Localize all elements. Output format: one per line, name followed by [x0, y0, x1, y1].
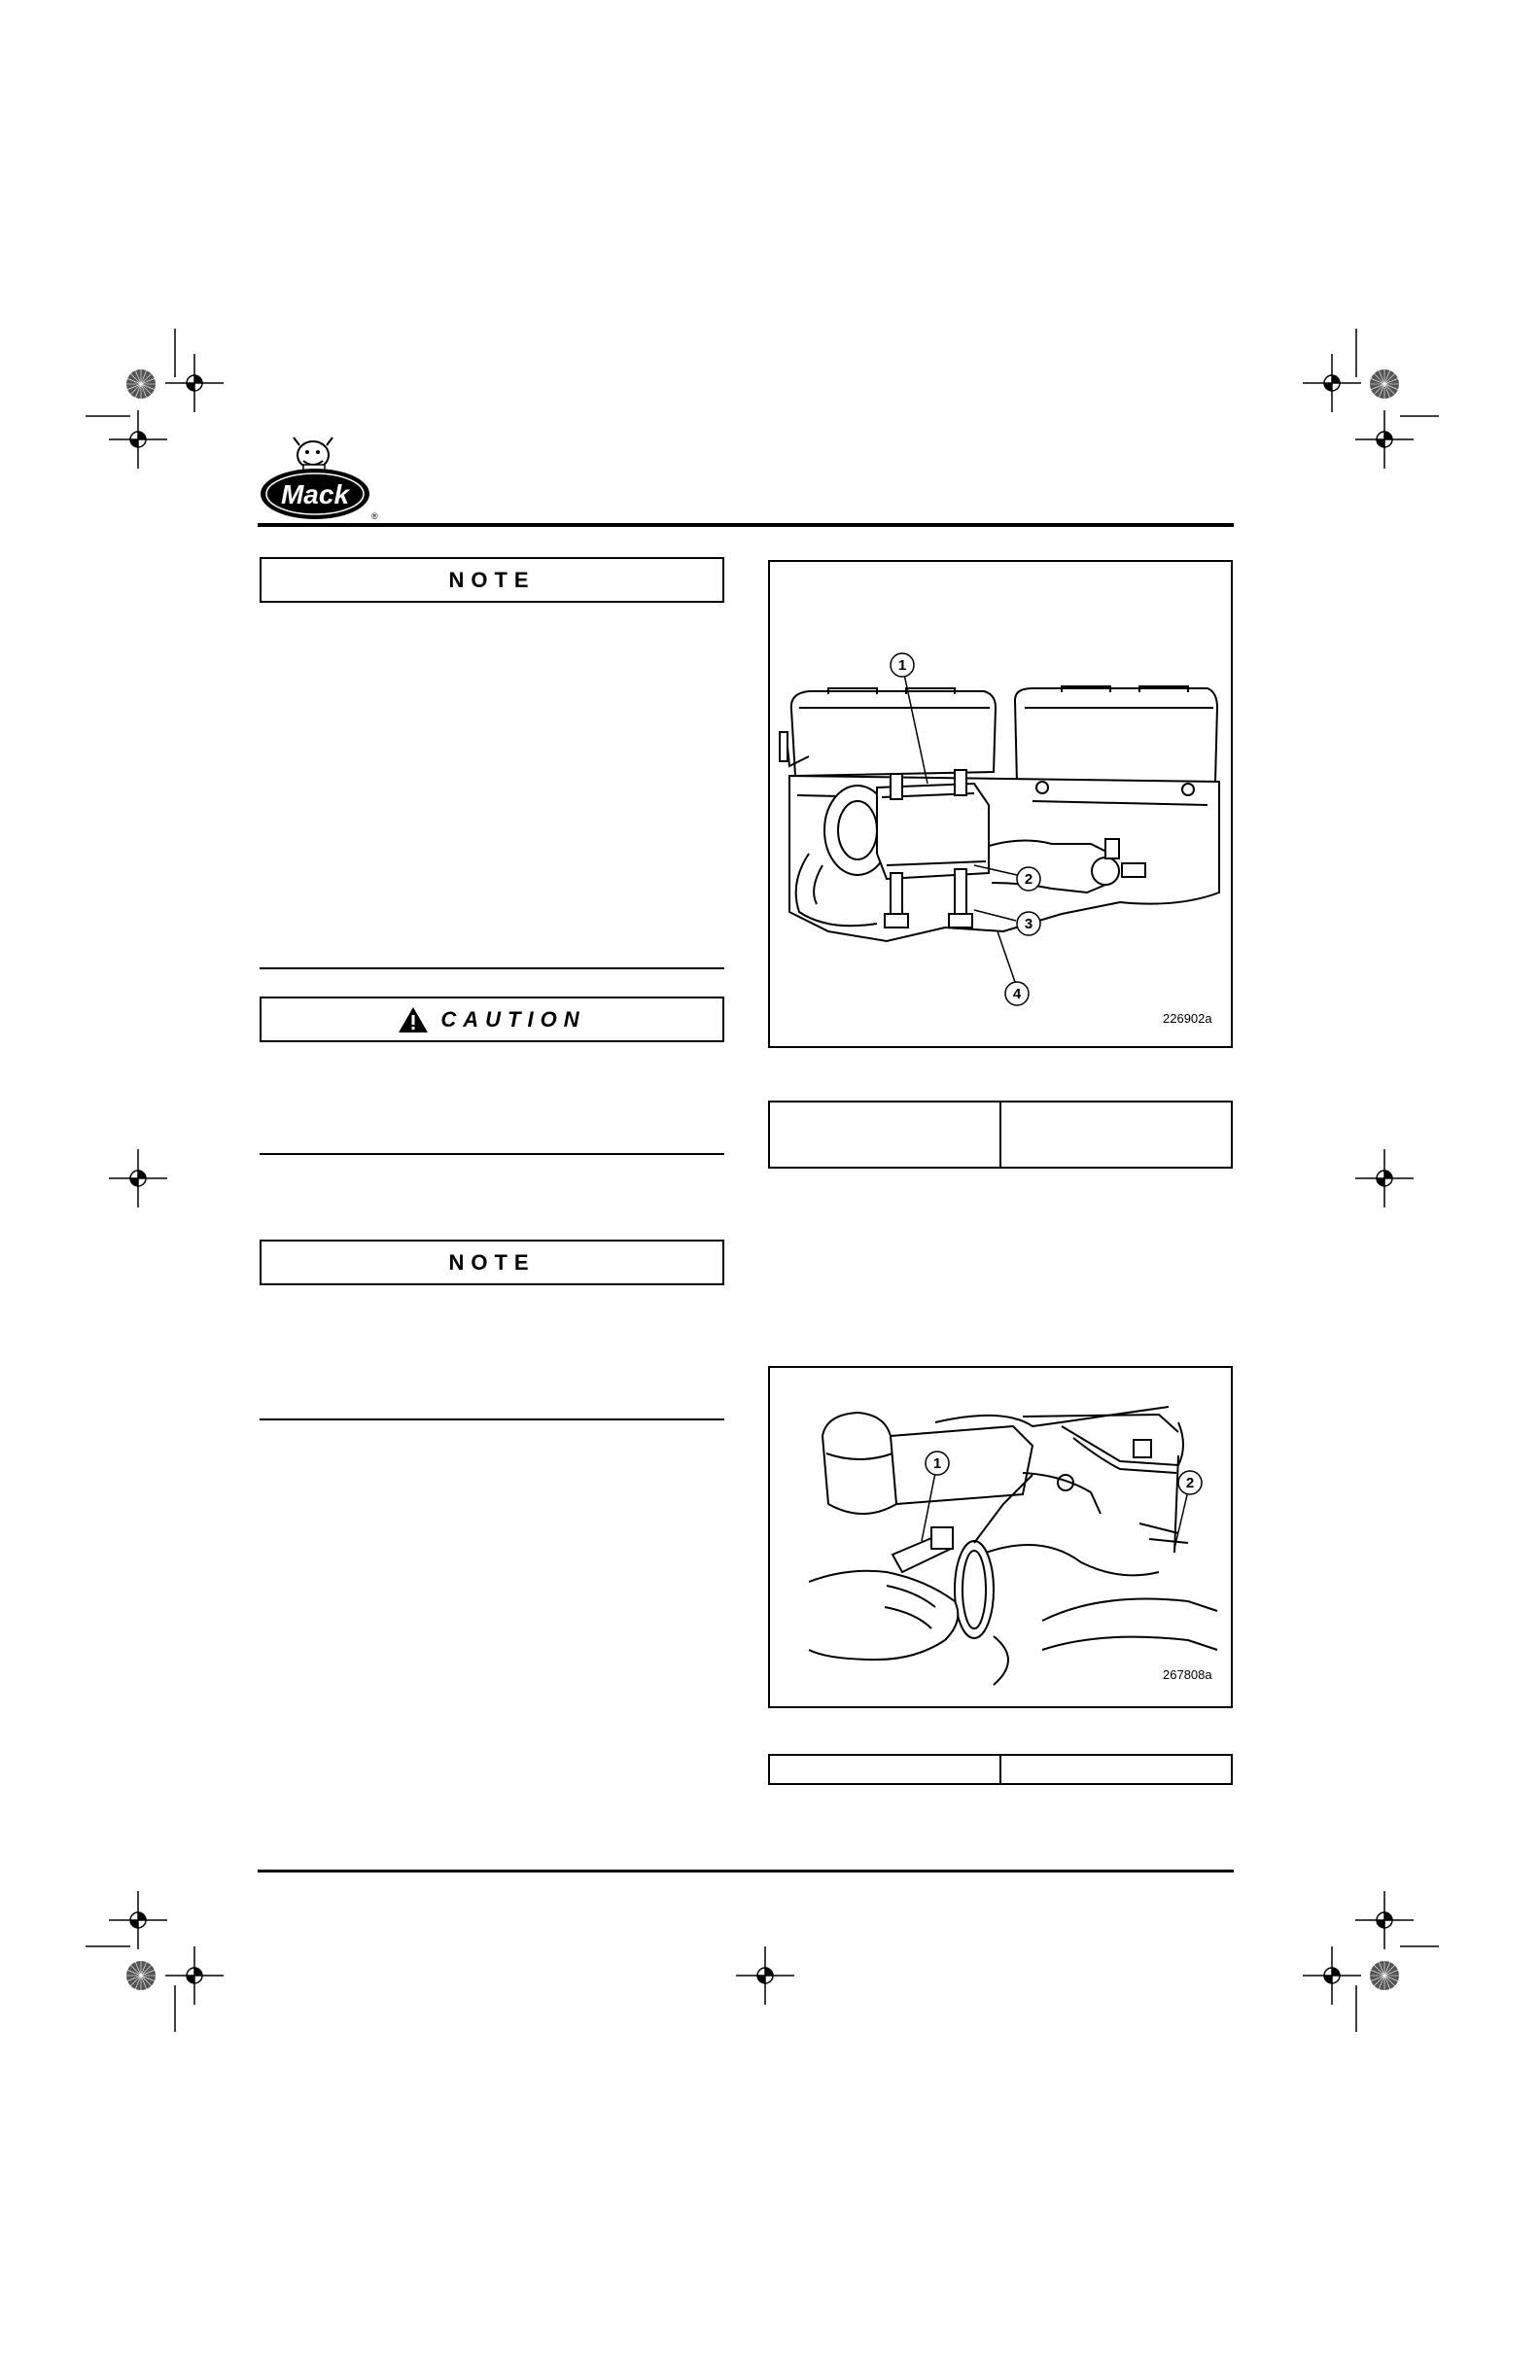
figure-sensor-install — [768, 1366, 1233, 1708]
warning-triangle-icon — [398, 1006, 429, 1033]
figure-legend-table — [768, 1101, 1233, 1169]
engine-illustration — [770, 562, 1231, 1046]
figure-code: 226902a — [1163, 1011, 1212, 1026]
figure-legend-table-2 — [768, 1754, 1233, 1785]
sensor-illustration — [770, 1368, 1231, 1706]
caution-header — [260, 997, 724, 1042]
callout-1: 1 — [897, 657, 907, 674]
callout-3: 3 — [1024, 916, 1033, 932]
callout-2: 2 — [1024, 871, 1033, 888]
figure-code-2: 267808a — [1163, 1667, 1212, 1682]
note-end-rule-2 — [260, 1418, 724, 1420]
note-header — [260, 557, 724, 603]
legend-cell-right — [999, 1102, 1231, 1167]
caution-end-rule — [260, 1153, 724, 1155]
legend-cell-right-2 — [999, 1756, 1231, 1783]
legend-cell-left — [770, 1102, 999, 1167]
header-rule — [258, 523, 1234, 527]
brand-logo — [255, 436, 387, 525]
note-label: NOTE — [448, 567, 536, 592]
callout-fig2-2: 2 — [1185, 1475, 1195, 1491]
figure-turbo-engine — [768, 560, 1233, 1048]
logo-brand-text: Mack — [280, 479, 350, 509]
callout-4: 4 — [1012, 986, 1022, 1002]
legend-cell-left-2 — [770, 1756, 999, 1783]
svg-text:®: ® — [371, 511, 378, 521]
footer-rule — [258, 1870, 1234, 1872]
note-header-2 — [260, 1240, 724, 1285]
note-end-rule — [260, 967, 724, 969]
caution-label: CAUTION — [440, 1006, 586, 1032]
callout-fig2-1: 1 — [932, 1455, 942, 1472]
note-label-2: NOTE — [448, 1249, 536, 1275]
